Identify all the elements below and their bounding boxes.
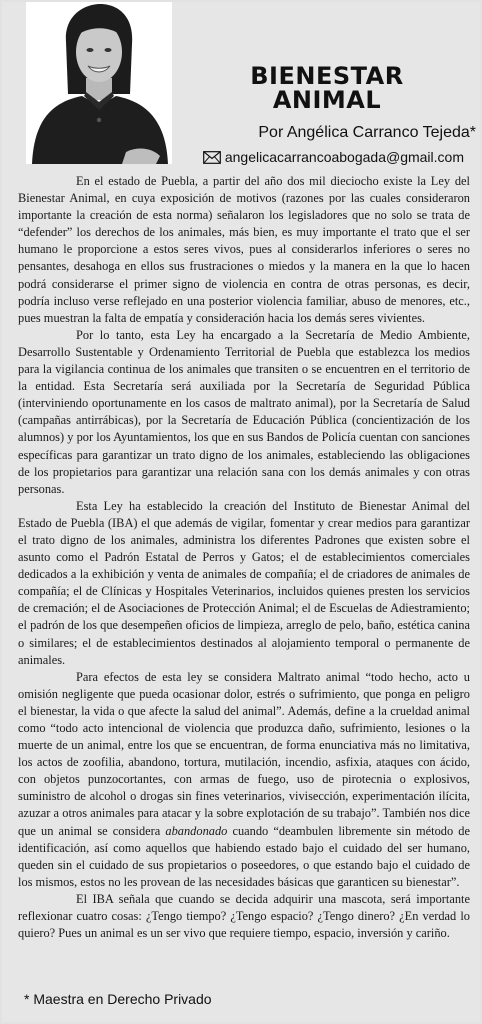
author-byline: Por Angélica Carranco Tejeda* [258, 124, 476, 141]
author-email-row [192, 149, 464, 167]
paragraph-4-text: Para efectos de esta ley se considera Maltrato animal “todo hecho, acto u omisión negligente que pueda ocasionar dolor, estrés o sufrimiento, que ponga en peligro el bienestar, la vida o que afecte la salud del animal”. Además, define a la crueldad animal como “todo acto intencional de violencia que produzca daño, sufrimiento, lesiones o la muerte de un animal, entre los que se encuentran, de forma enunciativa más no limitativa, los actos de zoofilia, abandono, tortura, mutilación, incendio, asfixia, ataques con ácido, con objetos punzocortantes, con armas de fuego, uso de pirotecnia o explosivos, suministro de alcohol o drogas sin fines veterinarios, vivisección, experimentación ilícita, azuzar a otros animales para atacar y la sobre explotación de su trabajo”. También nos dice que un animal se considera [18, 669, 470, 838]
paragraph-1: En el estado de Puebla, a partir del año dos mil dieciocho existe la Ley del Bienestar Animal, en cuya exposición de motivos (razones por las cuales consideraron importante la creación de esta norma) señalaron los legisladores que no solo se trata de “defender” los derechos de los animales, más bien, es muy importante el trato que el ser humano le proporcione a estos seres vivos, pues al considerarlos inferiores o seres no pensantes, desahoga en ellos sus frustraciones o miedos y la manera en la que lo hacen podrá considerarse el primer signo de violencia en contra de otras personas, es decir, podría incluso verse reflejado en una posterior violencia familiar, abuso de menores, etc., pues muestran la falta de empatía y consideración hacia los demás seres vivientes. [18, 174, 470, 325]
title-line-2: ANIMAL [272, 86, 382, 114]
article-title [192, 64, 462, 112]
author-footnote: * Maestra en Derecho Privado [24, 991, 212, 1007]
title-line-1: BIENESTAR [250, 62, 404, 90]
paragraph-4-end: cuando “deambulen libremente sin método de identificación, así como aquellos que habiendo estado bajo el cuidado del ser humano, queden sin el cuidado de sus propietarios o poseedores, o que estando bajo el cuidado de los mismos, estos no les provean de las necesidades básicas que garanticen su bienestar”. [18, 823, 470, 889]
paragraph-4 [18, 669, 470, 891]
paragraph-3: Esta Ley ha establecido la creación del Instituto de Bienestar Animal del Estado de Puebla (IBA) el que además de vigilar, fomentar y crear medios para garantizar el trato digno de los animales, administra los diferentes Padrones que existen sobre el asunto como el Padrón Estatal de Perros y Gatos; el de establecimientos comerciales dedicados a la exhibición y venta de animales de compañía; el de criadores de animales de compañía; el de Clínicas y Hospitales Veterinarios, incluidos quienes presten los servicios de cremación; el de Asociaciones de Protección Animal; el de Escuelas de Adiestramiento; el padrón de los que desempeñen oficios de limpieza, arreglo de pelo, baño, estética canina o similares; el de establecimientos destinados al alojamiento temporal o permanente de animales. [18, 498, 470, 667]
envelope-icon [203, 151, 221, 167]
author-photo [26, 2, 172, 164]
paragraph-5: El IBA señala que cuando se decida adquirir una mascota, será importante reflexionar cuatro cosas: ¿Tengo tiempo? ¿Tengo espacio? ¿Tengo dinero? ¿En verdad lo quiero? Pues un animal es un ser vivo que requiere tiempo, espacio, inversión y cariño. [18, 891, 470, 941]
author-email[interactable]: angelicacarrancoabogada@gmail.com [224, 149, 464, 165]
paragraph-4-italic: abandonado [165, 823, 228, 838]
paragraph-2: Por lo tanto, esta Ley ha encargado a la Secretaría de Medio Ambiente, Desarrollo Sustentable y Ordenamiento Territorial de Puebla que establezca los medios para la vigilancia continua de los animales que transiten o se encuentren en el territorio de la entidad. Esta Secretaría será auxiliada por la Secretaría de Seguridad Pública (interviniendo oportunamente en los casos de maltrato animal), por la Secretaría de Salud (campañas antirrábicas), por la Secretaría de Educación Pública (concientización de los alumnos) y por los Ayuntamientos, los que en sus Bandos de Policía cuentan con sanciones específicas para garantizar un trato digno de los animales, estableciendo las obligaciones de los propietarios para garantizar una relación sana con los demás animales y con otras personas. [18, 327, 470, 496]
article-body [18, 173, 470, 942]
author-portrait-image [26, 2, 172, 164]
column-page [2, 2, 480, 1022]
